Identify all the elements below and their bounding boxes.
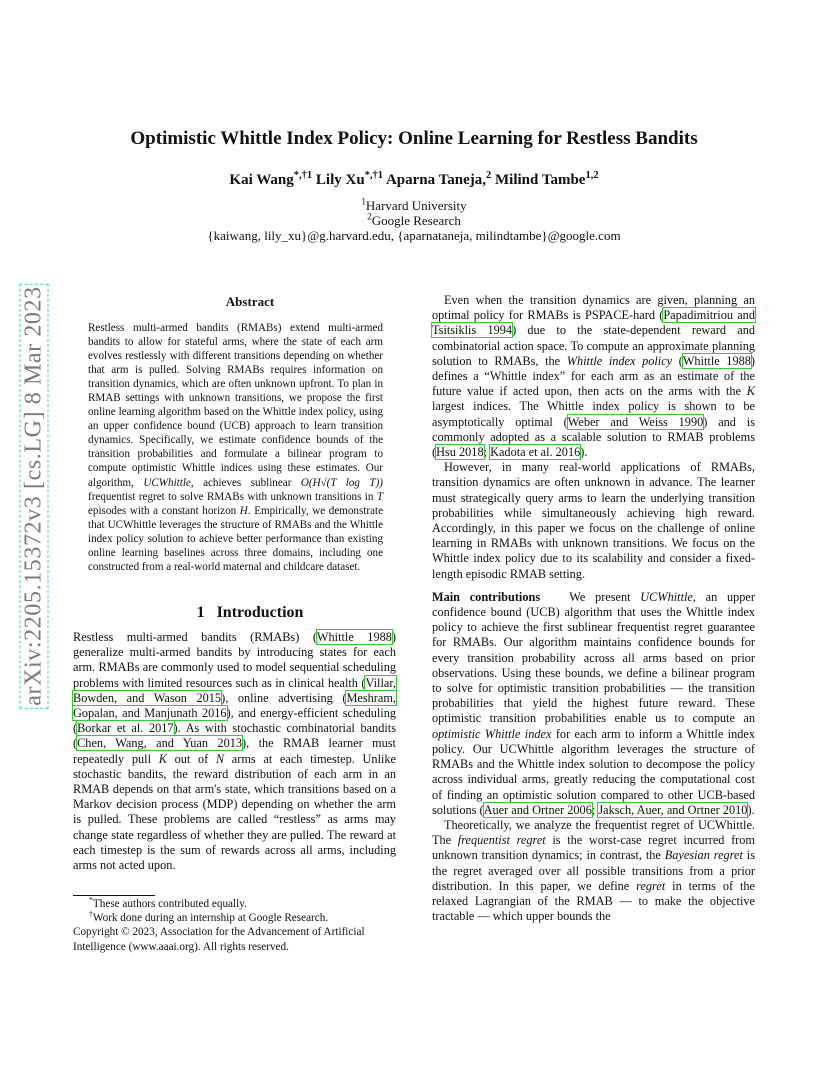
- paragraph-planning: Even when the transition dynamics are given, planning an optimal policy for RMABs is PSPACE-hard (Papadimitriou and Tsitsiklis 1994) due to the state-dependent reward and combinatorial action space. To compute an approximate planning solution to RMABs, the Whittle index policy (Whittle 1988) defines a “Whittle index” for each arm as an estimate of the future value if acted upon, then acts on the arms with the K largest indices. The Whittle index policy is shown to be asymptotically optimal (Weber and Weiss 1990) and is commonly adopted as a scalable solution to RMAB problems (Hsu 2018; Kadota et al. 2016).: [432, 293, 756, 460]
- author-name: Aparna Taneja,: [385, 172, 486, 188]
- citation-link[interactable]: Villar, Bowden, and Wason 2015: [73, 675, 396, 705]
- section-heading-introduction: 1 Introduction: [196, 604, 304, 621]
- author-list: [0, 172, 828, 189]
- paragraph-unknown-dynamics: However, in many real-world applications of RMABs, transition dynamics are often unknown in advance. The learner must strategically query arms to learn the underlying transition probabilities while simultaneously achieving high reward. Accordingly, in this paper we focus on the challenge of online learning in RMABs with unknown transitions. We focus on the Whittle index policy due to its scalability and consider a fixed-length episodic RMAB setting.: [432, 460, 755, 581]
- paragraph-heading: Main contributions: [432, 589, 541, 604]
- author-name: Kai Wang: [229, 172, 294, 188]
- paragraph-main-contributions: Main contributions We present UCWhittle, an upper confidence bound (UCB) algorithm that uses the Whittle index policy to achieve the first sublinear frequentist regret guarantee for RMABs. Our algorithm maintains confidence bounds for every transition probability across all arms based on prior observations. Using these bounds, we define a bilinear program to solve for optimistic transition probabilities — the transition probabilities that yield the highest future reward. These optimistic transition probabilities enable us to compute an optimistic Whittle index for each arm to inform a Whittle index policy. Our UCWhittle algorithm leverages the structure of RMABs and the Whittle index solution to decompose the policy across individual arms, greatly reducing the computational cost of finding an optimistic solution compared to other UCB-based solutions (Auer and Ortner 2006; Jaksch, Auer, and Ortner 2010).: [432, 589, 756, 817]
- citation-link[interactable]: Borkar et al. 2017: [77, 721, 174, 736]
- copyright-notice: Copyright © 2023, Association for the Advancement of Artificial Intelligence (www.aaai.org). All rights reserved.: [73, 926, 365, 953]
- citation-link[interactable]: Papadimitriou and Tsitsiklis 1994: [432, 308, 755, 338]
- paper-title: Optimistic Whittle Index Policy: Online Learning for Restless Bandits: [130, 128, 698, 149]
- abstract-body: Restless multi-armed bandits (RMABs) extend multi-armed bandits to allow for stateful arms, where the state of each arm evolves restlessly with different transitions depending on whether that arm is pulled. Solving RMABs requires information on transition dynamics, which are often unknown upfront. To plan in RMAB settings with unknown transitions, we propose the first online learning algorithm based on the Whittle index policy, using an upper confidence bound (UCB) approach to learn transition dynamics. Specifically, we estimate confidence bounds of the transition probabilities and formulate a bilinear program to compute optimistic Whittle indices using these estimates. Our algorithm, UCWhittle, achieves sublinear O(H√(T log T)) frequentist regret to solve RMABs with unknown transitions in T episodes with a constant horizon H. Empirically, we demonstrate that UCWhittle leverages the structure of RMABs and the Whittle index policy solution to achieve better performance than existing online learning baselines across three domains, including one constructed from a real-world maternal and childcare dataset.: [88, 322, 384, 573]
- citation-link[interactable]: Auer and Ortner 2006: [483, 802, 592, 817]
- arxiv-identifier: arXiv:2205.15372v3 [cs.LG] 8 Mar 2023: [20, 283, 49, 708]
- author-mark: 2: [486, 170, 492, 181]
- paragraph-theory: Theoretically, we analyze the frequentist regret of UCWhittle. The frequentist regret is the worst-case regret incurred from unknown transition dynamics; in contrast, the Bayesian regret is the regret averaged over all possible transitions from a prior distribution. In this paper, we define regret in terms of the relaxed Lagrangian of the RMAB — to make the objective tractable — which upper bounds the: [432, 817, 756, 924]
- footnote-rule: [73, 895, 155, 896]
- affiliation-google: $^2$Google Research: [367, 211, 461, 228]
- regret-bound-math: O(H√(T log T)): [300, 476, 383, 489]
- affiliation-harvard: $^1$Harvard University: [361, 196, 467, 213]
- author-name: Lily Xu: [315, 172, 365, 188]
- citation-link[interactable]: Chen, Wang, and Yuan 2013: [77, 736, 243, 751]
- citation-link[interactable]: Meshram, Gopalan, and Manjunath 2016: [73, 690, 396, 721]
- author-mark: *,†1: [364, 170, 384, 181]
- citation-link[interactable]: Jaksch, Auer, and Ortner 2010: [598, 802, 748, 817]
- arxiv-identifier-sidebar: [14, 262, 54, 730]
- citation-link[interactable]: Hsu 2018: [436, 445, 484, 460]
- footnote-equal-contribution: *These authors contributed equally.: [89, 895, 247, 910]
- author-mark: *,†1: [293, 170, 313, 181]
- author-name: Milind Tambe: [495, 172, 586, 188]
- abstract-heading: Abstract: [225, 294, 275, 309]
- footnotes: [73, 897, 396, 954]
- introduction-paragraph: Restless multi-armed bandits (RMABs) (Whittle 1988) generalize multi-armed bandits by introducing states for each arm. RMABs are commonly used to model sequential scheduling problems with limited resources such as in clinical health (Villar, Bowden, and Wason 2015), online advertising (Meshram, Gopalan, and Manjunath 2016), and energy-efficient scheduling (Borkar et al. 2017). As with stochastic combinatorial bandits (Chen, Wang, and Yuan 2013), the RMAB learner must repeatedly pull K out of N arms at each timestep. Unlike stochastic bandits, the reward distribution of each arm in an RMAB depends on that arm's state, which transitions based on a Markov decision process (MDP) depending on whether the arm is pulled. These problems are called “restless” as arms may change state regardless of whether they are pulled. The reward at each timestep is the sum of rewards across all arms, including arms not acted upon.: [73, 630, 397, 873]
- citation-link[interactable]: Whittle 1988: [316, 630, 392, 644]
- author-mark: 1,2: [585, 170, 599, 181]
- right-column: [432, 293, 755, 924]
- author-emails: {kaiwang, lily_xu}@g.harvard.edu, {aparnataneja, milindtambe}@google.com: [207, 228, 621, 243]
- footnote-internship: †Work done during an internship at Google Research.: [89, 909, 329, 925]
- citation-link[interactable]: Weber and Weiss 1990: [567, 414, 704, 429]
- citation-link[interactable]: Whittle 1988: [682, 353, 751, 368]
- citation-link[interactable]: Kadota et al. 2016: [490, 445, 581, 460]
